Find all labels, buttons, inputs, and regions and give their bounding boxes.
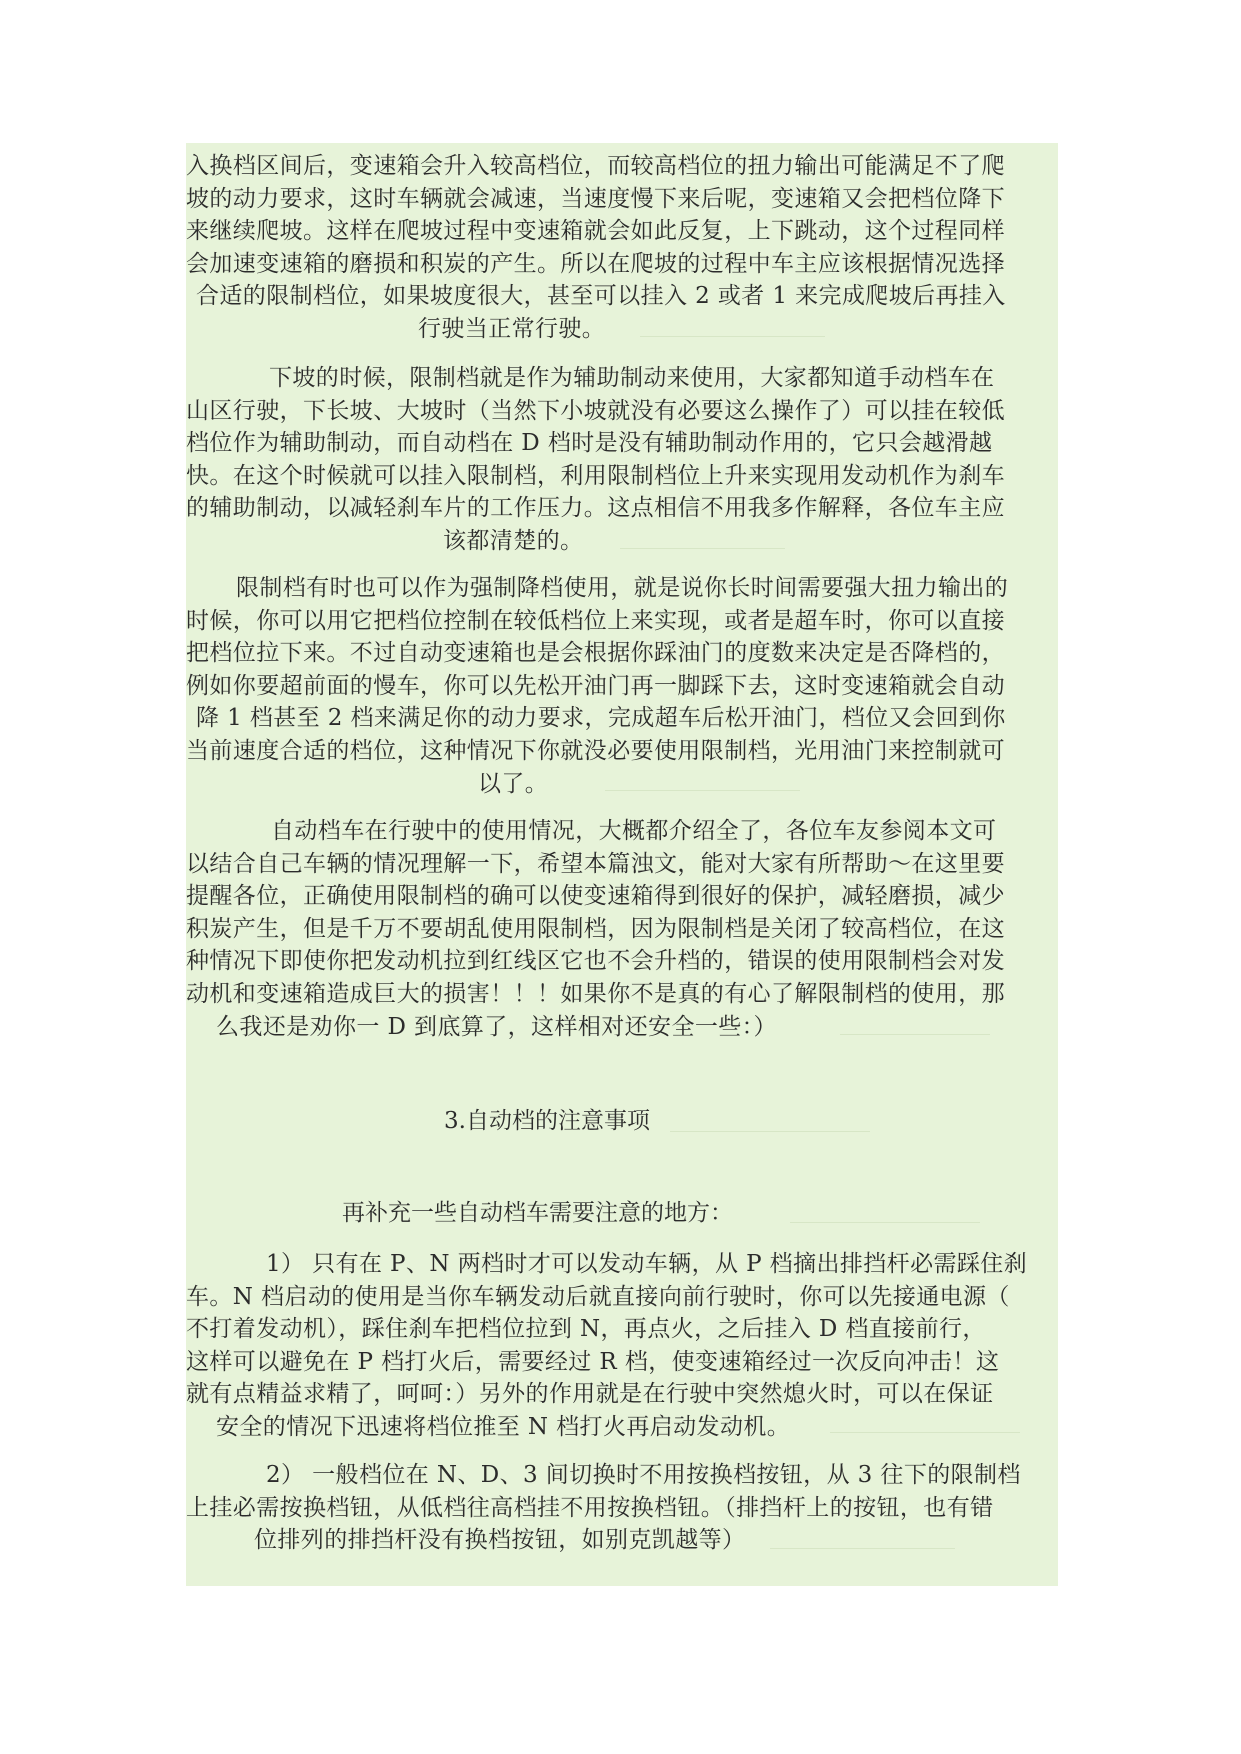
paragraph-line: 积炭产生，但是千万不要胡乱使用限制档，因为限制档是关闭了较高档位，在这 [186,915,1005,942]
trailing-rule [605,790,800,791]
paragraph-line: 把档位拉下来。不过自动变速箱也是会根据你踩油门的度数来决定是否降档的， [186,640,1005,667]
paragraph-line: 种情况下即使你把发动机拉到红线区它也不会升档的，错误的使用限制档会对发 [186,948,1005,975]
trailing-rule [670,1131,870,1132]
paragraph-line: 以了。 [478,770,549,797]
paragraph-line: 限制档有时也可以作为强制降档使用，就是说你长时间需要强大扭力输出的 [236,575,1009,601]
paragraph-line: 动机和变速箱造成巨大的损害！！！如果你不是真的有心了解限制档的使用，那 [186,980,1005,1007]
note-line: 就有点精益求精了，呵呵：）另外的作用就是在行驶中突然熄火时，可以在保证 [186,1381,994,1408]
paragraph-line: 的辅助制动，以减轻刹车片的工作压力。这点相信不用我多作解释，各位车主应 [186,495,1005,522]
paragraph-line: 坡的动力要求，这时车辆就会减速，当速度慢下来后呢，变速箱又会把档位降下 [186,185,1005,212]
trailing-rule [830,1432,1020,1433]
note-line: 1） 只有在 P、N 两档时才可以发动车辆，从 P 档摘出排挡杆必需踩住刹 [266,1251,1028,1277]
trailing-rule [790,1222,980,1223]
note-line: 这样可以避免在 P 档打火后，需要经过 R 档，使变速箱经过一次反向冲击！这 [186,1348,1000,1375]
paragraph-line: 以结合自己车辆的情况理解一下，希望本篇浊文，能对大家有所帮助～在这里要 [186,850,1005,877]
note-line: 上挂必需按换档钮，从低档往高档挂不用按换档钮。（排挡杆上的按钮，也有错 [186,1494,994,1521]
intro-line: 再补充一些自动档车需要注意的地方： [342,1200,733,1226]
trailing-rule [770,1548,955,1549]
paragraph-line: 山区行驶，下长坡、大坡时（当然下小坡就没有必要这么操作了）可以挂在较低 [186,397,1005,424]
paragraph-line: 下坡的时候，限制档就是作为辅助制动来使用，大家都知道手动档车在 [269,365,995,391]
paragraph-line: 快。在这个时候就可以挂入限制档，利用限制档位上升来实现用发动机作为刹车 [186,462,1005,489]
paragraph-line: 么我还是劝你一 D 到底算了，这样相对还安全一些：） [216,1013,777,1040]
note-2 [186,1459,1058,1557]
note-line: 不打着发动机），踩住刹车把档位拉到 N，再点火，之后挂入 D 档直接前行， [186,1316,986,1343]
paragraph-line: 入换档区间后，变速箱会升入较高档位，而较高档位的扭力输出可能满足不了爬 [186,153,1005,179]
note-line: 2） 一般档位在 N、D、3 间切换时不用按换档按钮，从 3 往下的限制档 [266,1462,1021,1488]
paragraph-line: 档位作为辅助制动，而自动档在 D 档时是没有辅助制动作用的，它只会越滑越 [186,430,993,457]
paragraph-downhill [186,362,1058,558]
note-1 [186,1248,1058,1444]
note-line: 车。N 档启动的使用是当你车辆发动后就直接向前行驶时，你可以先接通电源（ [186,1283,1010,1310]
paragraph-kickdown [186,572,1058,800]
paragraph-line: 该都清楚的。 [443,527,584,554]
paragraph-line: 例如你要超前面的慢车，你可以先松开油门再一脚踩下去，这时变速箱就会自动 [186,672,1005,699]
section-heading: 3.自动档的注意事项 [444,1108,650,1134]
paragraph-line: 合适的限制档位，如果坡度很大，甚至可以挂入 2 或者 1 来完成爬坡后再挂入 [196,283,1006,310]
trailing-rule [620,548,785,549]
trailing-rule [640,336,825,337]
paragraph-line: 自动档车在行驶中的使用情况，大概都介绍全了，各位车友参阅本文可 [271,818,997,844]
note-line: 安全的情况下迅速将档位推至 N 档打火再启动发动机。 [216,1413,791,1440]
paragraph-line: 来继续爬坡。这样在爬坡过程中变速箱就会如此反复，上下跳动，这个过程同样 [186,218,1005,245]
note-line: 位排列的排挡杆没有换档按钮，如别克凯越等） [254,1527,746,1554]
paragraph-summary [186,815,1058,1043]
paragraph-line: 当前速度合适的档位，这种情况下你就没必要使用限制档，光用油门来控制就可 [186,737,1005,764]
trailing-rule [840,1034,990,1035]
paragraph-line: 降 1 档甚至 2 档来满足你的动力要求，完成超车后松开油门，档位又会回到你 [196,705,1006,732]
paragraph-line: 提醒各位，正确使用限制档的确可以使变速箱得到很好的保护，减轻磨损，减少 [186,883,1005,910]
paragraph-line: 时候，你可以用它把档位控制在较低档位上来实现，或者是超车时，你可以直接 [186,607,1005,634]
paragraph-line: 行驶当正常行驶。 [418,315,606,342]
paragraph-uphill [186,150,1058,346]
paragraph-line: 会加速变速箱的磨损和积炭的产生。所以在爬坡的过程中车主应该根据情况选择 [186,250,1005,277]
